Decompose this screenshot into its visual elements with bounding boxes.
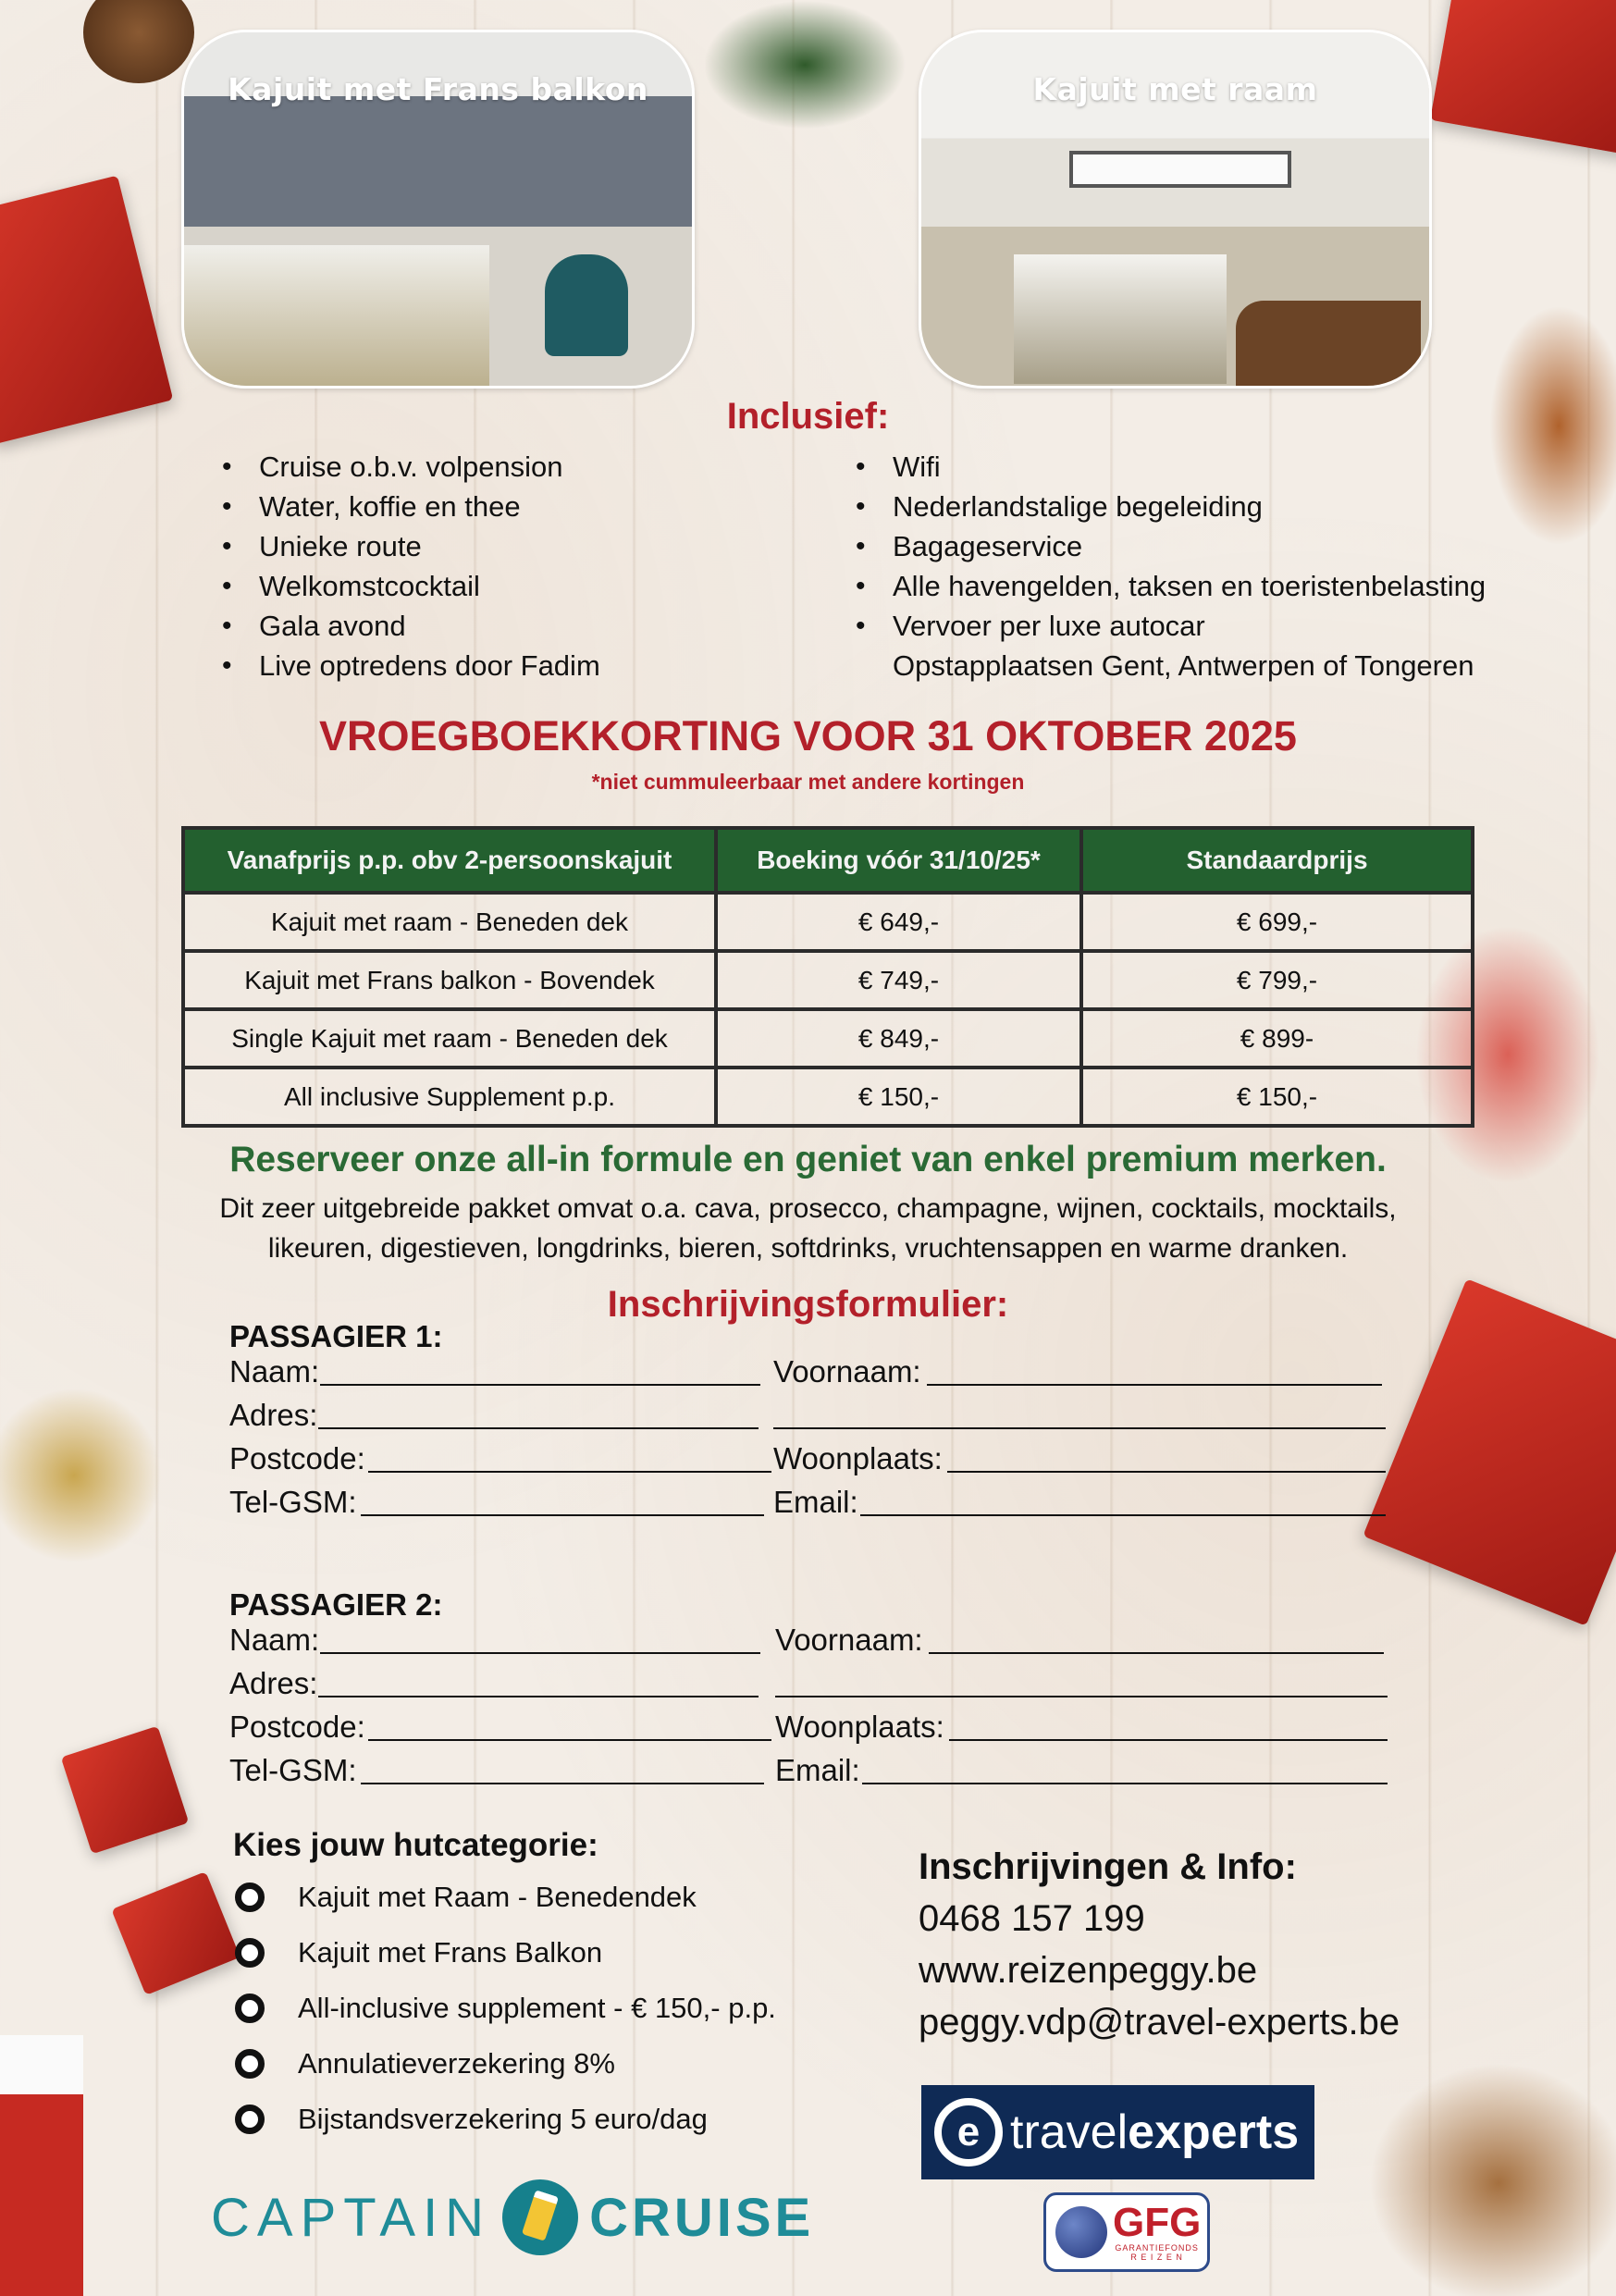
email-label: Email:	[775, 1753, 860, 1787]
option-label: Kajuit met Raam - Benedendek	[298, 1881, 697, 1913]
standard-price-cell: € 150,-	[1081, 1068, 1473, 1126]
radio-circle-icon[interactable]	[235, 1882, 265, 1912]
cabin-cell: Single Kajuit met raam - Beneden dek	[183, 1009, 716, 1068]
voornaam-input[interactable]	[927, 1354, 1382, 1386]
category-option[interactable]	[233, 1870, 776, 1925]
standard-price-cell: € 699,-	[1081, 893, 1473, 951]
contact-title: Inschrijvingen & Info:	[919, 1846, 1297, 1887]
gift-box-decoration	[111, 1871, 240, 1995]
adres-input-2[interactable]	[775, 1666, 1388, 1697]
option-label: Bijstandsverzekering 5 euro/dag	[298, 2103, 708, 2135]
bed-shape	[184, 245, 489, 389]
gfg-subtitle: GARANTIEFONDS	[1115, 2243, 1199, 2253]
option-label: All-inclusive supplement - € 150,- p.p.	[298, 1992, 776, 2024]
window-shape	[1069, 151, 1291, 188]
gift-box-decoration	[61, 1726, 190, 1855]
list-item: • Cruise o.b.v. volpension	[222, 447, 600, 487]
early-price-cell: € 150,-	[716, 1068, 1081, 1126]
radio-circle-icon[interactable]	[235, 1938, 265, 1968]
luggage-tag-icon	[502, 2179, 578, 2255]
woonplaats-label: Woonplaats:	[775, 1710, 944, 1744]
header-standard-price: Standaardprijs	[1081, 828, 1473, 893]
contact-phone[interactable]: 0468 157 199	[919, 1898, 1145, 1939]
travelexperts-e-icon: e	[934, 2098, 1003, 2166]
list-item: • Welkomstcocktail	[222, 566, 600, 606]
option-label: Annulatieverzekering 8%	[298, 2047, 615, 2080]
passenger-1-form	[229, 1319, 943, 1528]
list-item: • Bagageservice	[856, 526, 1486, 566]
cabin-cell: Kajuit met raam - Beneden dek	[183, 893, 716, 951]
desk-shape	[1236, 301, 1421, 389]
photo-frans-balkon	[181, 30, 695, 389]
list-item: • Live optredens door Fadim	[222, 646, 600, 685]
adres-label: Adres:	[229, 1398, 318, 1432]
gfg-wordmark: GFG	[1113, 2200, 1202, 2245]
email-input[interactable]	[862, 1753, 1388, 1784]
chair-shape	[545, 254, 628, 356]
header-early-booking: Boeking vóór 31/10/25*	[716, 828, 1081, 893]
table-row	[183, 951, 1473, 1009]
woonplaats-label: Woonplaats:	[773, 1441, 943, 1475]
option-label: Kajuit met Frans Balkon	[298, 1936, 603, 1969]
table-row	[183, 1068, 1473, 1126]
wooden-box-decoration	[1369, 2063, 1616, 2296]
list-item: • Unieke route	[222, 526, 600, 566]
photo-caption: Kajuit met raam	[1032, 71, 1318, 107]
early-price-cell: € 849,-	[716, 1009, 1081, 1068]
captain-cruise-logo	[211, 2179, 814, 2255]
captain-wordmark: CAPTAIN	[211, 2187, 492, 2248]
stocking-decoration	[0, 2035, 83, 2296]
wordmark-light: travel	[1010, 2105, 1129, 2159]
table-row	[183, 893, 1473, 951]
list-item: • Alle havengelden, taksen en toeristenbelasting	[856, 566, 1486, 606]
tel-input[interactable]	[361, 1485, 764, 1516]
gift-box-decoration	[1363, 1278, 1616, 1626]
voornaam-label: Voornaam:	[773, 1354, 921, 1389]
standard-price-cell: € 799,-	[1081, 951, 1473, 1009]
form-title: Inschrijvingsformulier:	[607, 1284, 1009, 1325]
allin-description-line1: Dit zeer uitgebreide pakket omvat o.a. cava, prosecco, champagne, wijnen, cocktails, mocktails,	[219, 1193, 1397, 1224]
woonplaats-input[interactable]	[947, 1441, 1386, 1473]
cabin-cell: All inclusive Supplement p.p.	[183, 1068, 716, 1126]
list-item: • Vervoer per luxe autocar	[856, 606, 1486, 646]
inclusief-list-left	[222, 447, 600, 685]
postcode-label: Postcode:	[229, 1441, 365, 1475]
tel-label: Tel-GSM:	[229, 1485, 357, 1519]
naam-input[interactable]	[320, 1354, 760, 1386]
tel-label: Tel-GSM:	[229, 1753, 357, 1787]
passenger-title: PASSAGIER 2:	[229, 1587, 443, 1622]
postcode-input[interactable]	[368, 1441, 771, 1473]
list-item: • Wifi	[856, 447, 1486, 487]
globe-icon	[1055, 2206, 1107, 2258]
adres-input[interactable]	[318, 1398, 759, 1429]
radio-circle-icon[interactable]	[235, 2049, 265, 2079]
cabin-cell: Kajuit met Frans balkon - Bovendek	[183, 951, 716, 1009]
table-row	[183, 1009, 1473, 1068]
early-price-cell: € 649,-	[716, 893, 1081, 951]
travelexperts-logo	[921, 2085, 1314, 2179]
pine-branch-decoration	[703, 0, 907, 130]
contact-website[interactable]: www.reizenpeggy.be	[919, 1950, 1258, 1991]
pine-cone-decoration	[83, 0, 194, 83]
list-item: • Gala avond	[222, 606, 600, 646]
category-choice	[233, 1827, 776, 2147]
category-option[interactable]	[233, 1981, 776, 2036]
price-table	[181, 826, 1474, 1128]
adres-input-2[interactable]	[773, 1398, 1386, 1429]
list-item: • Water, koffie en thee	[222, 487, 600, 526]
photo-caption: Kajuit met Frans balkon	[228, 71, 648, 107]
contact-email[interactable]: peggy.vdp@travel-experts.be	[919, 2002, 1400, 2043]
postcode-label: Postcode:	[229, 1710, 365, 1744]
gfg-text-block	[1113, 2200, 1202, 2262]
radio-circle-icon[interactable]	[235, 2105, 265, 2134]
pickup-note: Opstapplaatsen Gent, Antwerpen of Tongeren	[893, 649, 1474, 682]
table-header-row	[183, 828, 1473, 893]
adres-input[interactable]	[318, 1666, 759, 1697]
postcode-input[interactable]	[368, 1710, 771, 1741]
adres-label: Adres:	[229, 1666, 318, 1700]
email-label: Email:	[773, 1485, 858, 1519]
bed-shape	[1014, 254, 1227, 384]
wordmark-bold: experts	[1128, 2105, 1300, 2159]
gfg-logo	[1043, 2192, 1210, 2272]
naam-label: Naam:	[229, 1623, 320, 1657]
promo-note: *niet cummuleerbaar met andere kortingen	[591, 770, 1025, 794]
passenger-title: PASSAGIER 1:	[229, 1319, 443, 1353]
inclusief-title: Inclusief:	[726, 396, 890, 437]
voornaam-input[interactable]	[929, 1623, 1384, 1654]
inclusief-list-right	[856, 447, 1486, 685]
category-option[interactable]	[233, 1925, 776, 1981]
gift-box-decoration	[1430, 0, 1616, 155]
voornaam-label: Voornaam:	[775, 1623, 923, 1657]
category-option[interactable]	[233, 2036, 776, 2092]
cruise-wordmark: CRUISE	[589, 2187, 815, 2248]
gold-star-decoration	[0, 1388, 167, 1563]
allin-description-line2: likeuren, digestieven, longdrinks, bieren, softdrinks, vruchtensappen en warme dranken.	[267, 1233, 1349, 1264]
gfg-subtitle-2: R E I Z E N	[1130, 2253, 1183, 2262]
email-input[interactable]	[860, 1485, 1386, 1516]
category-title: Kies jouw hutcategorie:	[233, 1827, 598, 1863]
category-option[interactable]	[233, 2092, 776, 2147]
radio-circle-icon[interactable]	[235, 1994, 265, 2023]
photo-raam	[919, 30, 1432, 389]
header-cabin: Vanafprijs p.p. obv 2-persoonskajuit	[183, 828, 716, 893]
woonplaats-input[interactable]	[949, 1710, 1388, 1741]
naam-input[interactable]	[320, 1623, 760, 1654]
tel-input[interactable]	[361, 1753, 764, 1784]
passenger-2-form	[229, 1587, 944, 1796]
promo-title: VROEGBOEKKORTING VOOR 31 OKTOBER 2025	[319, 712, 1297, 759]
early-price-cell: € 749,-	[716, 951, 1081, 1009]
naam-label: Naam:	[229, 1354, 320, 1389]
travelexperts-wordmark	[1010, 2105, 1299, 2160]
contact-block	[919, 1841, 1400, 2048]
list-item: • Nederlandstalige begeleiding	[856, 487, 1486, 526]
standard-price-cell: € 899-	[1081, 1009, 1473, 1068]
allin-title: Reserveer onze all-in formule en geniet van enkel premium merken.	[229, 1140, 1387, 1179]
